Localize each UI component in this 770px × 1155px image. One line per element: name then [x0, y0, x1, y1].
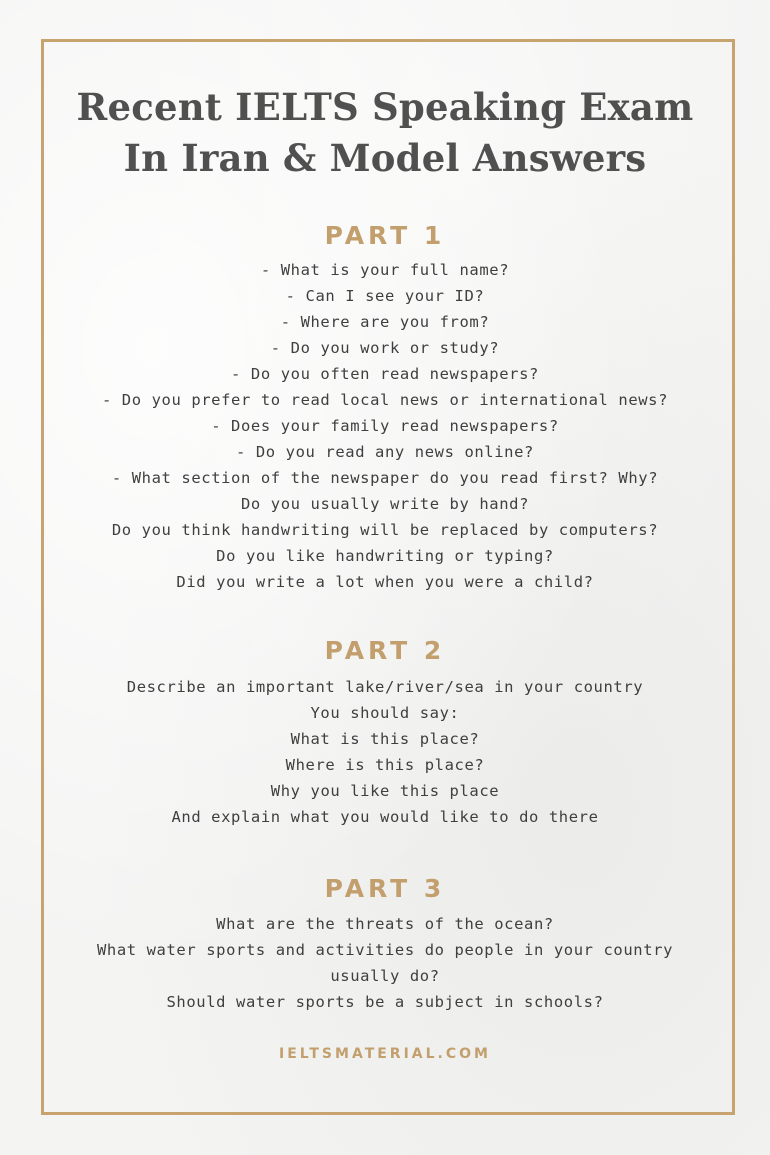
- question-line: What are the threats of the ocean?: [216, 915, 554, 933]
- part-3-questions: [0, 911, 770, 1015]
- question-line: - Do you often read newspapers?: [231, 365, 539, 383]
- question-line: What water sports and activities do people in your country: [96, 941, 674, 959]
- question-line: - Where are you from?: [280, 313, 490, 331]
- question-line: - Do you read any news online?: [236, 443, 534, 461]
- prompt-line: And explain what you would like to do there: [171, 808, 599, 826]
- part-1-questions: [0, 257, 770, 595]
- part-1-heading: PART 1: [324, 221, 446, 250]
- prompt-line: Describe an important lake/river/sea in your country: [126, 678, 644, 696]
- question-line: Do you usually write by hand?: [240, 495, 530, 513]
- prompt-line: What is this place?: [290, 730, 480, 748]
- question-line: usually do?: [330, 967, 440, 985]
- question-line: - What section of the newspaper do you read first? Why?: [111, 469, 659, 487]
- part-2-prompt: [0, 674, 770, 830]
- question-line: Do you think handwriting will be replaced by computers?: [111, 521, 659, 539]
- question-line: - Do you prefer to read local news or international news?: [101, 391, 669, 409]
- question-line: - Does your family read newspapers?: [211, 417, 559, 435]
- prompt-line: Why you like this place: [270, 782, 500, 800]
- question-line: Should water sports be a subject in schools?: [166, 993, 604, 1011]
- page-title: [0, 82, 770, 184]
- question-line: - Can I see your ID?: [285, 287, 485, 305]
- prompt-line: You should say:: [310, 704, 460, 722]
- question-line: Did you write a lot when you were a child?: [176, 573, 594, 591]
- part-3-heading: PART 3: [324, 874, 446, 903]
- website-footer: IELTSMATERIAL.COM: [279, 1046, 491, 1062]
- title-line-1: Recent IELTS Speaking Exam: [76, 85, 694, 129]
- question-line: Do you like handwriting or typing?: [216, 547, 554, 565]
- question-line: - Do you work or study?: [270, 339, 500, 357]
- prompt-line: Where is this place?: [285, 756, 485, 774]
- question-line: - What is your full name?: [260, 261, 510, 279]
- part-2-heading: PART 2: [324, 636, 446, 665]
- title-line-2: In Iran & Model Answers: [123, 136, 647, 180]
